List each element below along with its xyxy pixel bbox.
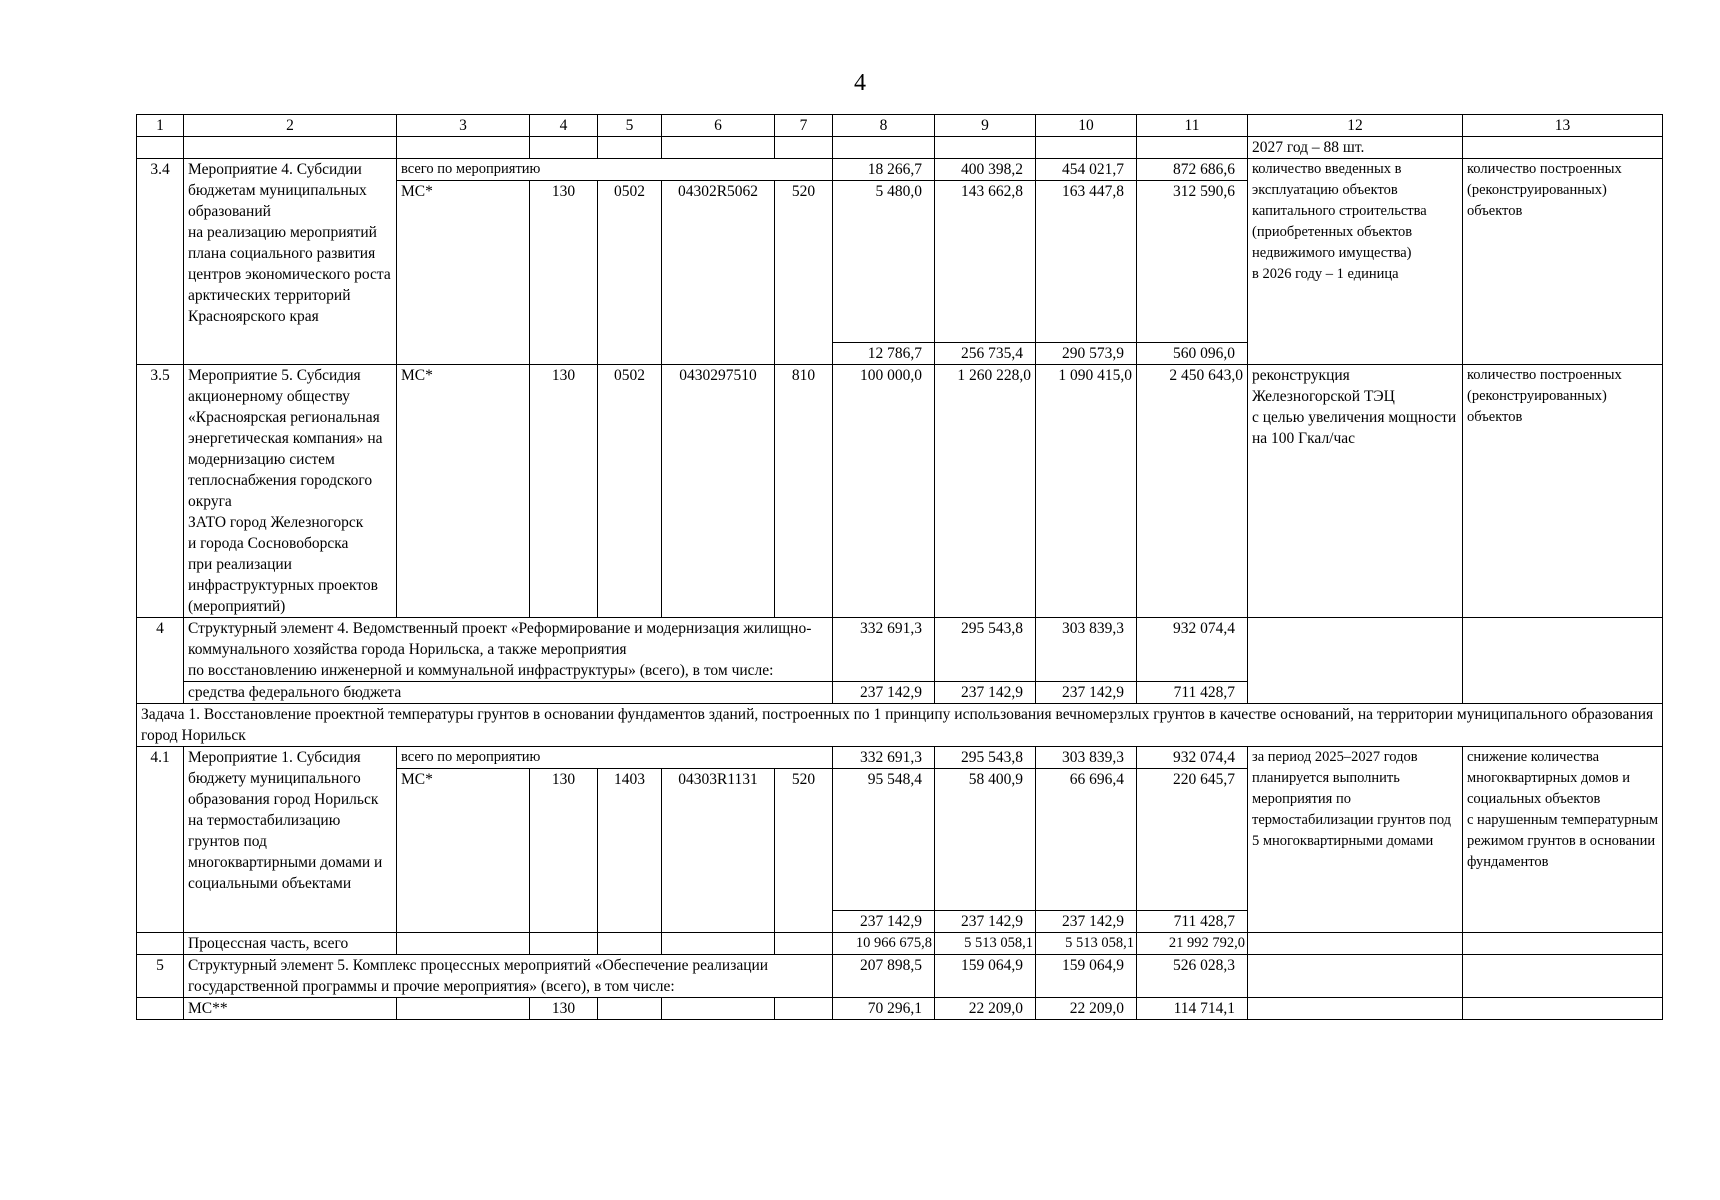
process-part-label: Процессная часть, всего xyxy=(184,933,397,955)
table-row xyxy=(137,159,1663,181)
element-title: Структурный элемент 5. Комплекс процессных мероприятий «Обеспечение реализации государственной программы и прочие мероприятия» (всего), в том числе: xyxy=(184,955,833,998)
value-cell: 18 266,7 xyxy=(833,159,935,181)
indicator-cell: за период 2025–2027 годов планируется выполнить мероприятия по термостабилизации грунтов под 5 многоквартирными домами xyxy=(1248,747,1463,933)
value-cell: 163 447,8 xyxy=(1036,181,1137,343)
total-label: всего по мероприятию xyxy=(397,747,833,769)
value-cell: 400 398,2 xyxy=(935,159,1036,181)
value-cell: 872 686,6 xyxy=(1137,159,1248,181)
value-cell: 1 090 415,0 xyxy=(1036,365,1137,618)
code-cell: 130 xyxy=(530,998,598,1020)
table-row xyxy=(137,955,1663,998)
value-cell: 711 428,7 xyxy=(1137,682,1248,704)
column-header: 1 xyxy=(137,115,184,137)
value-cell: 295 543,8 xyxy=(935,618,1036,682)
table-row xyxy=(137,137,1663,159)
result-cell: количество построенных (реконструированных) объектов xyxy=(1463,159,1663,365)
code-cell: 0430297510 xyxy=(662,365,775,618)
value-cell: 932 074,4 xyxy=(1137,618,1248,682)
value-cell: 21 992 792,0 xyxy=(1137,933,1248,955)
column-header: 4 xyxy=(530,115,598,137)
value-cell: 12 786,7 xyxy=(833,343,935,365)
value-cell: 237 142,9 xyxy=(935,911,1036,933)
value-cell: 2 450 643,0 xyxy=(1137,365,1248,618)
code-cell: 130 xyxy=(530,769,598,933)
source-cell: МС* xyxy=(397,769,530,933)
value-cell: 22 209,0 xyxy=(1036,998,1137,1020)
indicator-cell: реконструкция Железногорской ТЭЦ с целью увеличения мощности на 100 Гкал/час xyxy=(1248,365,1463,618)
code-cell: 04302R5062 xyxy=(662,181,775,365)
value-cell: 303 839,3 xyxy=(1036,618,1137,682)
value-cell: 159 064,9 xyxy=(935,955,1036,998)
budget-table-wrapper xyxy=(136,114,1662,1020)
measure-name: Мероприятие 1. Субсидия бюджету муниципального образования город Норильск на термостабилизацию грунтов под многоквартирными домами и социальными объектами xyxy=(184,747,397,933)
value-cell: 70 296,1 xyxy=(833,998,935,1020)
budget-table xyxy=(136,114,1663,1020)
table-row xyxy=(137,618,1663,682)
row-number: 5 xyxy=(137,955,184,998)
value-cell: 332 691,3 xyxy=(833,747,935,769)
table-row xyxy=(137,704,1663,747)
value-cell: 143 662,8 xyxy=(935,181,1036,343)
funding-source-label: средства федерального бюджета xyxy=(184,682,833,704)
table-row xyxy=(137,747,1663,769)
column-header: 10 xyxy=(1036,115,1137,137)
source-cell: МС* xyxy=(397,181,530,365)
page-number: 4 xyxy=(854,70,866,96)
column-header: 8 xyxy=(833,115,935,137)
column-header: 5 xyxy=(598,115,662,137)
code-cell: 0502 xyxy=(598,181,662,365)
table-row xyxy=(137,365,1663,618)
value-cell: 237 142,9 xyxy=(1036,911,1137,933)
column-header: 13 xyxy=(1463,115,1663,137)
value-cell: 295 543,8 xyxy=(935,747,1036,769)
code-cell: 0502 xyxy=(598,365,662,618)
value-cell: 159 064,9 xyxy=(1036,955,1137,998)
value-cell: 5 513 058,1 xyxy=(1036,933,1137,955)
table-row xyxy=(137,998,1663,1020)
code-cell: 1403 xyxy=(598,769,662,933)
value-cell: 560 096,0 xyxy=(1137,343,1248,365)
column-header: 12 xyxy=(1248,115,1463,137)
value-cell: 114 714,1 xyxy=(1137,998,1248,1020)
value-cell: 58 400,9 xyxy=(935,769,1036,911)
column-number-row xyxy=(137,115,1663,137)
result-cell: количество построенных (реконструированных) объектов xyxy=(1463,365,1663,618)
value-cell: 303 839,3 xyxy=(1036,747,1137,769)
source-cell: МС* xyxy=(397,365,530,618)
value-cell: 711 428,7 xyxy=(1137,911,1248,933)
value-cell: 332 691,3 xyxy=(833,618,935,682)
total-label: всего по мероприятию xyxy=(397,159,833,181)
value-cell: 237 142,9 xyxy=(935,682,1036,704)
value-cell: 526 028,3 xyxy=(1137,955,1248,998)
value-cell: 100 000,0 xyxy=(833,365,935,618)
value-cell: 95 548,4 xyxy=(833,769,935,911)
value-cell: 454 021,7 xyxy=(1036,159,1137,181)
value-cell: 290 573,9 xyxy=(1036,343,1137,365)
column-header: 11 xyxy=(1137,115,1248,137)
element-title: Структурный элемент 4. Ведомственный проект «Реформирование и модернизация жилищно-коммунального хозяйства города Норильска, а также мероприятия по восстановлению инженерной и коммунальной инфраструктуры» (всего), в том числе: xyxy=(184,618,833,682)
value-cell: 932 074,4 xyxy=(1137,747,1248,769)
code-cell: 520 xyxy=(775,769,833,933)
measure-name: Мероприятие 5. Субсидия акционерному обществу «Красноярская региональная энергетическая компания» на модернизацию систем теплоснабжения городского округа ЗАТО город Железногорск и города Сосновоборска при реализации инфраструктурных проектов (мероприятий) xyxy=(184,365,397,618)
column-header: 6 xyxy=(662,115,775,137)
indicator-cell: количество введенных в эксплуатацию объектов капитального строительства (приобретенных объектов недвижимого имущества) в 2026 году – 1 единица xyxy=(1248,159,1463,365)
value-cell: 237 142,9 xyxy=(833,682,935,704)
source-cell: МС** xyxy=(184,998,397,1020)
indicator-cell: 2027 год – 88 шт. xyxy=(1248,137,1463,159)
value-cell: 22 209,0 xyxy=(935,998,1036,1020)
code-cell: 130 xyxy=(530,365,598,618)
value-cell: 312 590,6 xyxy=(1137,181,1248,343)
value-cell: 256 735,4 xyxy=(935,343,1036,365)
table-row xyxy=(137,933,1663,955)
row-number: 3.5 xyxy=(137,365,184,618)
code-cell: 130 xyxy=(530,181,598,365)
value-cell: 207 898,5 xyxy=(833,955,935,998)
value-cell: 237 142,9 xyxy=(1036,682,1137,704)
column-header: 9 xyxy=(935,115,1036,137)
column-header: 2 xyxy=(184,115,397,137)
value-cell: 5 480,0 xyxy=(833,181,935,343)
column-header: 7 xyxy=(775,115,833,137)
measure-name: Мероприятие 4. Субсидии бюджетам муниципальных образований на реализацию мероприятий плана социального развития центров экономического роста арктических территорий Красноярского края xyxy=(184,159,397,365)
row-number: 3.4 xyxy=(137,159,184,365)
code-cell: 04303R1131 xyxy=(662,769,775,933)
task-title: Задача 1. Восстановление проектной температуры грунтов в основании фундаментов зданий, построенных по 1 принципу использования вечномерзлых грунтов в качестве оснований, на территории муниципального образования город Норильск xyxy=(137,704,1663,747)
value-cell: 10 966 675,8 xyxy=(833,933,935,955)
result-cell: снижение количества многоквартирных домов и социальных объектов с нарушенным температурным режимом грунтов в основании фундаментов xyxy=(1463,747,1663,933)
code-cell: 810 xyxy=(775,365,833,618)
value-cell: 237 142,9 xyxy=(833,911,935,933)
code-cell: 520 xyxy=(775,181,833,365)
value-cell: 66 696,4 xyxy=(1036,769,1137,911)
value-cell: 220 645,7 xyxy=(1137,769,1248,911)
value-cell: 5 513 058,1 xyxy=(935,933,1036,955)
column-header: 3 xyxy=(397,115,530,137)
row-number: 4 xyxy=(137,618,184,704)
row-number: 4.1 xyxy=(137,747,184,933)
value-cell: 1 260 228,0 xyxy=(935,365,1036,618)
